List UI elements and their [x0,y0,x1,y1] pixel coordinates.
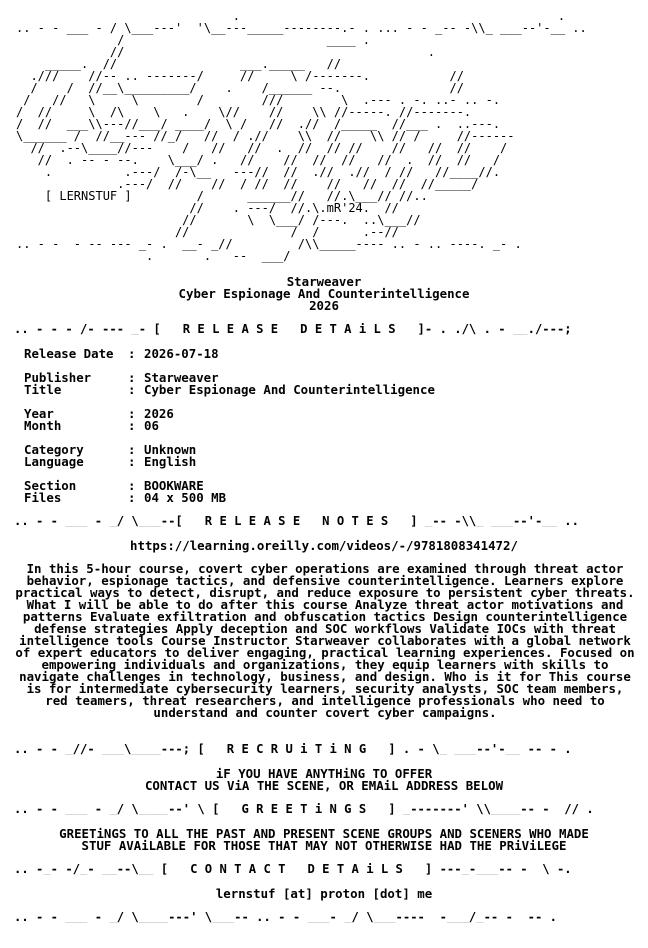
field-value: Cyber Espionage And Counterintelligence [144,382,435,397]
field-key: Files [24,490,62,505]
field-key: Category [24,442,84,457]
field-key: Title [24,382,62,397]
field-key: Section [24,478,77,493]
divider-recruiting: .. - - _//- ___\____---; [ R E C R U i T i N G ] . - \_ ___--'-__ -- - . [14,743,572,755]
divider-release-details: .. - - - /- --- _- [ R E L E A S E D E T A i L S ]- . ./\ . - __./---; [14,323,572,335]
divider-footer: .. - - ___ - _/ \____---' \___-- .. - - ___- _/ \___---- -___/_-- - -- . [14,911,557,923]
course-url[interactable]: https://learning.oreilly.com/videos/-/9781808341472/ [130,538,518,553]
field-value: 06 [144,418,159,433]
field-value: English [144,454,197,469]
field-key: Language [24,454,84,469]
field-title: Title : Cyber Espionage And Counterintelligence [24,382,435,397]
greetings-line-1: GREETiNGS TO ALL THE PAST AND PRESENT SCENE GROUPS AND SCENERS WHO MADE [59,826,589,841]
field-value: Unknown [144,442,197,457]
field-value: 04 x 500 MB [144,490,227,505]
field-section: Section : BOOKWARE [24,478,204,493]
field-value: 2026-07-18 [144,346,219,361]
field-files: Files : 04 x 500 MB [24,490,227,505]
contact-email[interactable]: lernstuf [at] proton [dot] me [215,886,433,901]
divider-release-notes: .. - - ___ - _/ \___--[ R E L E A S E N O T E S ] _-- -\\_ ___--'-__ .. [14,515,579,527]
divider-greetings: .. - - ___ - _/ \____--' \ [ G R E E T i N G S ] _-------' \\____-- - // . [14,803,594,815]
field-key: Month [24,418,62,433]
field-language: Language : English [24,454,197,469]
divider-contact: .. -_- -/_- __--\__ [ C O N T A C T D E T A i L S ] ---_-___-- - \ -. [14,863,572,875]
recruiting-line-1: iF YOU HAVE ANYTHiNG TO OFFER [215,766,433,781]
field-key: Publisher [24,370,92,385]
recruiting-line-2: CONTACT US ViA THE SCENE, OR EMAiL ADDRESS BELOW [144,778,504,793]
field-key: Release Date [24,346,114,361]
field-category: Category : Unknown [24,442,197,457]
field-release-date: Release Date : 2026-07-18 [24,346,219,361]
greetings-line-2: STUF AVAiLABLE FOR THOSE THAT MAY NOT OTHERWISE HAD THE PRiViLEGE [81,838,567,853]
field-year: Year : 2026 [24,406,174,421]
field-key: Year [24,406,54,421]
field-value: BOOKWARE [144,478,204,493]
field-month: Month : 06 [24,418,159,433]
field-value: 2026 [144,406,174,421]
release-notes-body: In this 5-hour course, covert cyber operations are examined through threat actor behavior, espionage tactics, and defensive counterintelligence. Learners explore practical ways to detect, disrupt, and reduce exposure to persistent cyber threats. What I will be able to do after this course Analyze threat actor motivations and patterns Evaluate exfiltration and obfuscation tactics Design counterintelligence defense strategies Apply deception and SOC workflows Validate IOCs with threat intelligence tools Course Instructor Starweaver collaborates with a global network of expert educators to deliver engaging, practical learning experiences. Focused on empowering individuals and organizations, they equip learners with skills to navigate challenges in technology, business, and design. Who is it for This course is for intermediate cybersecurity learners, security analysts, SOC team members, red teamers, threat researchers, and intelligence professionals who need to understand and counter covert cyber campaigns. [15,561,635,720]
group-name: Starweaver [286,274,362,289]
release-year: 2026 [309,298,339,313]
field-value: Starweaver [144,370,219,385]
field-publisher: Publisher : Starweaver [24,370,219,385]
release-title: Cyber Espionage And Counterintelligence [178,286,470,301]
ascii-banner: . . .. - - ___ - / \___---' '\__---_____--------.- . ... - - _-- -\\_ ___--'-__ .. / ____ . // . _____. // ___._____ // ./// //-- .. -------/ // \ /-------. // / / //__\_________/ . /______ --. // / // \ \ / /// \ .--- . -. ..- .. -. / // \ /\ \ . \// // \\ //-----. //-------. / // ___\\---//___/ ____/ \ / // .// /_____ //___ . ..---. \______ / //__--- //_/ // / .// \\ // \\ // / //------ // .--\____//--- / // // . // // // // // // / // . -- - --. \___/ . // // // // // . // // / . .---/ /-\__ ---// // .// .// / // //____//. .---/ // // / // // // // // //_____/ [ LERNSTUF ] / ______// //.\___// //.. // . ---/ //.\.mR'24. // // \ \___/ /---. ..\___// // / / .--// .. - - - -- --- _- . __- _// /\\_____---- .. - .. ----. _- . . . -- ___/ [16,10,587,263]
